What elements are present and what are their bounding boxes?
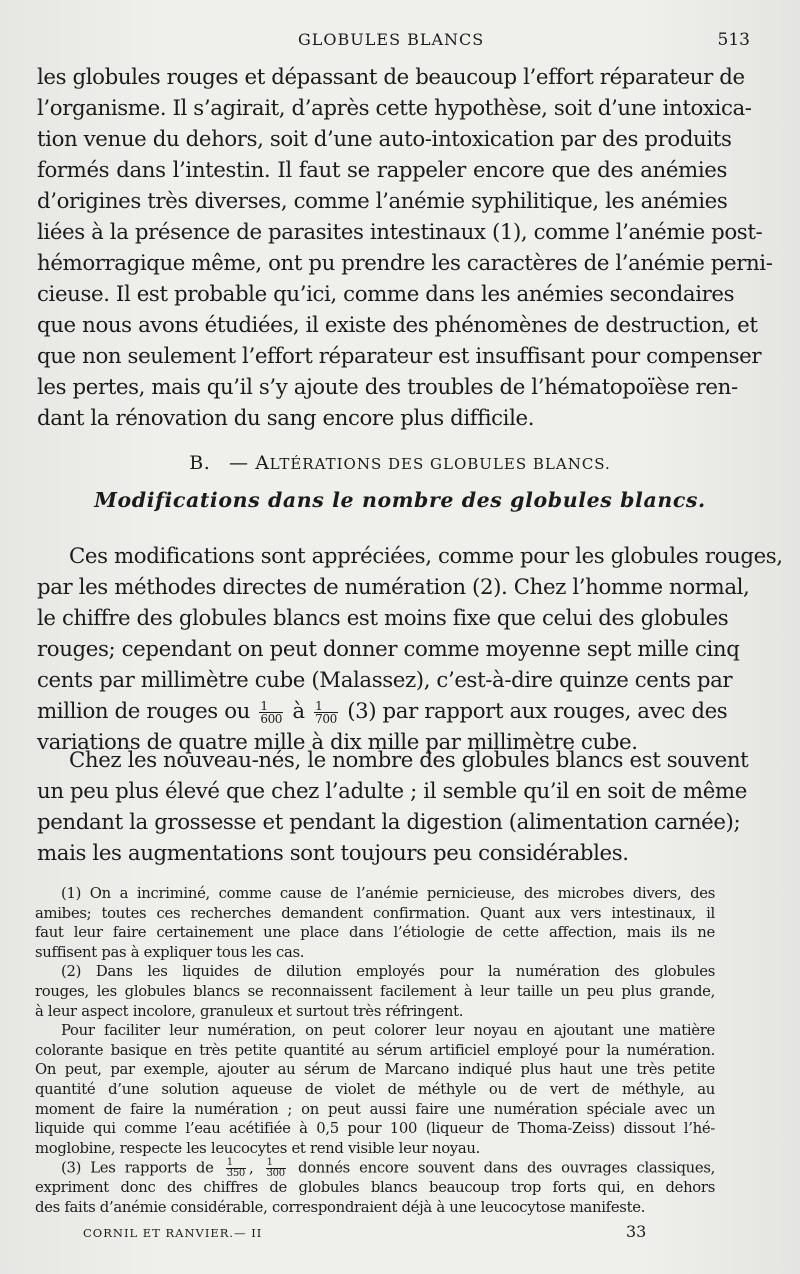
footnote-2-continued [35,1021,715,1158]
text-line: cents par millimètre cube (Malassez), c’est-à-dire quinze cents par [37,668,733,693]
footnotes [35,884,715,1217]
text-line: un peu plus élevé que chez l’adulte ; il semble qu’il en soit de même [37,779,747,804]
fraction-denominator: 600 [260,712,283,726]
text-line: dant la rénovation du sang encore plus difficile. [37,406,535,431]
running-title: GLOBULES BLANCS [298,30,485,49]
footnote-line: liquide qui comme l’eau acétifiée à 0,5 pour 100 (liqueur de Thoma-Zeiss) dissout l’hé- [35,1120,715,1138]
section-letter: B. [189,452,211,474]
paragraph-counts [37,541,783,758]
footnote-1 [35,884,715,962]
footnote-line: quantité d’une solution aqueuse de violet de méthyle ou de vert de méthyle, au [35,1080,715,1098]
text-line: les globules rouges et dépassant de beaucoup l’effort réparateur de [37,65,745,90]
text-line: Chez les nouveau-nés, le nombre des globules blancs est souvent [69,748,749,773]
text-line: mais les augmentations sont toujours peu considérables. [37,841,629,866]
section-heading [0,452,800,474]
footnote-line: (1) On a incriminé, comme cause de l’anémie pernicieuse, des microbes divers, des [61,885,715,902]
text-line: cieuse. Il est probable qu’ici, comme dans les anémies secondaires [37,282,735,307]
footnote-3-end: donnés encore souvent dans des ouvrages classiques, [297,1159,716,1177]
text-line: l’organisme. Il s’agirait, d’après cette hypothèse, soit d’une intoxica- [37,96,752,121]
text-line: liées à la présence de parasites intestinaux (1), comme l’anémie post- [37,220,763,245]
text-line: tion venue du dehors, soit d’une auto-intoxication par des produits [37,127,732,152]
section-title-initial: A [255,452,270,474]
text-line: que nous avons étudiées, il existe des phénomènes de destruction, et [37,313,758,338]
text-line: hémorragique même, ont pu prendre les caractères de l’anémie perni- [37,251,773,276]
printer-signature: CORNIL ET RANVIER.— II [83,1226,263,1240]
fraction-numerator: 1 [259,700,283,713]
fraction-line-middle: à [292,699,305,724]
fraction-line-start: million de rouges ou [37,699,250,724]
footnote-line: des faits d’anémie considérable, correspondraient déjà à une leucocytose manifeste. [35,1198,646,1216]
fraction-line-end: (3) par rapport aux rouges, avec des [347,699,728,724]
signature-number: 33 [626,1222,647,1241]
page-number: 513 [717,30,750,50]
footnote-line: expriment donc des chiffres de globules blancs beaucoup trop forts qui, en dehors [35,1178,715,1196]
fraction-numerator: 1 [266,1158,286,1169]
text-line: par les méthodes directes de numération (2). Chez l’homme normal, [37,575,750,600]
fraction-1-300 [266,1158,286,1179]
footnote-line: faut leur faire certainement une place dans l’étiologie de cette affection, mais ils ne [35,924,715,942]
text-line: les pertes, mais qu’il s’y ajoute des troubles de l’hématopoïèse ren- [37,375,738,400]
text-line: rouges; cependant on peut donner comme moyenne sept mille cinq [37,637,740,662]
fraction-denominator: 700 [315,712,337,726]
footnote-line: On peut, par exemple, ajouter au sérum de Marcano indiqué plus haut une très petite [35,1061,715,1079]
fraction-1-600 [259,700,283,725]
fraction-separator: , [248,1159,254,1177]
footnote-line: Pour faciliter leur numération, on peut colorer leur noyau en ajoutant une matière [61,1022,715,1040]
text-line: le chiffre des globules blancs est moins fixe que celui des globules [37,606,729,631]
text-line: formés dans l’intestin. Il faut se rappeler encore que des anémies [37,158,727,183]
paragraph-newborns [37,745,749,869]
section-title: LTÉRATIONS DES GLOBULES BLANCS. [269,455,611,473]
footnote-line: moglobine, respecte les leucocytes et rend visible leur noyau. [35,1139,481,1157]
footnote-line: rouges, les globules blancs se reconnaissent facilement à leur taille un peu plus grande, [35,982,715,1000]
section-dash: — [229,452,249,474]
text-line: variations de quatre mille à dix mille par millimètre cube. [37,730,638,755]
footnote-line: moment de faire la numération ; on peut aussi faire une numération spéciale avec un [35,1100,715,1118]
fraction-denominator: 350 [226,1168,245,1180]
text-line: pendant la grossesse et pendant la digestion (alimentation carnée); [37,810,741,835]
fraction-denominator: 300 [266,1168,285,1180]
fraction-1-350 [226,1158,246,1179]
fraction-line [37,696,727,727]
footnote-line: suffisent pas à expliquer tous les cas. [35,943,305,961]
footnote-fraction-line [35,1158,715,1178]
fraction-numerator: 1 [226,1158,246,1169]
text-line: Ces modifications sont appréciées, comme pour les globules rouges, [69,544,783,569]
footnote-2 [35,962,715,1021]
running-header [0,30,800,54]
footnote-line: à leur aspect incolore, granuleux et surtout très réfringent. [35,1002,464,1020]
footnote-line: colorante basique en très petite quantité au sérum artificiel employé pour la numération. [35,1041,715,1059]
footnote-line: amibes; toutes ces recherches demandent confirmation. Quant aux vers intestinaux, il [35,904,715,922]
text-line: que non seulement l’effort réparateur est insuffisant pour compenser [37,344,762,369]
fraction-numerator: 1 [314,700,338,713]
text-line: d’origines très diverses, comme l’anémie syphilitique, les anémies [37,189,728,214]
intro-paragraph [37,62,773,434]
fraction-1-700 [314,700,338,725]
footnote-line: (2) Dans les liquides de dilution employés pour la numération des globules [61,963,715,981]
footnote-3 [35,1158,715,1217]
footnote-3-start: (3) Les rapports de [61,1159,214,1177]
subsection-heading: Modifications dans le nombre des globules blancs. [94,488,706,512]
